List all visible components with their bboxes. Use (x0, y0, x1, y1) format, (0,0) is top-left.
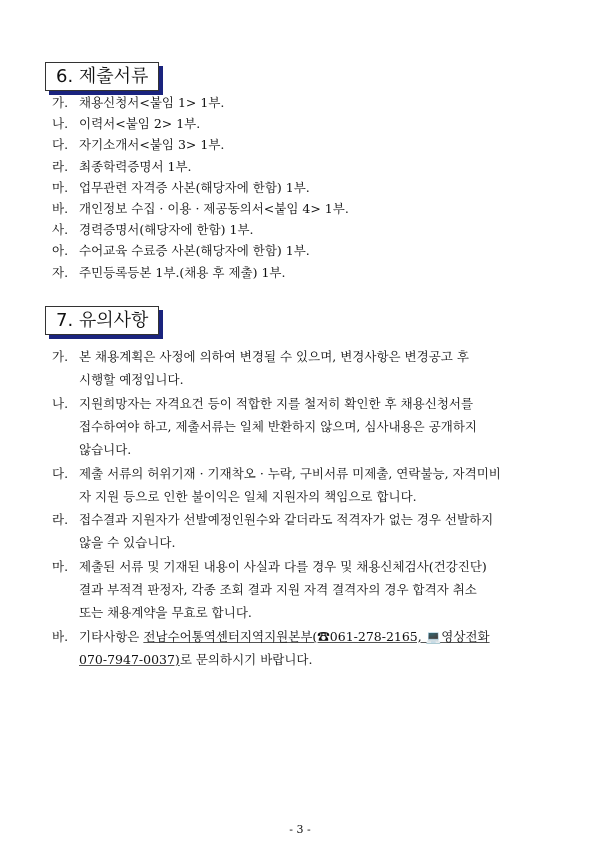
item-prefix: 나. (52, 116, 69, 132)
item-prefix: 나. (52, 395, 69, 411)
notice-item-line (79, 372, 184, 388)
item-text: 시행할 예정입니다. (79, 372, 184, 388)
notice-item-line (52, 559, 487, 575)
item-text: 결과 부적격 판정자, 각종 조회 결과 지원 자격 결격자의 경우 합격자 취소 (79, 582, 477, 597)
item-prefix: 바. (52, 629, 69, 644)
item-text: 자기소개서<붙임 3> 1부. (79, 137, 225, 153)
item-text: 않습니다. (79, 442, 132, 458)
item-prefix: 라. (52, 158, 69, 174)
document-item (52, 159, 192, 175)
document-item (52, 95, 224, 111)
item-prefix: 다. (52, 465, 69, 481)
item-prefix: 가. (52, 95, 69, 110)
item-text: 본 채용계획은 사정에 의하여 변경될 수 있으며, 변경사항은 변경공고 후 (79, 349, 469, 364)
document-item (52, 137, 224, 153)
section-7-heading: 7. 유의사항 (45, 306, 159, 335)
item-text: 자 지원 등으로 인한 불이익은 일체 지원자의 책임으로 합니다. (79, 488, 417, 504)
notice-item-line (52, 396, 473, 412)
notice-item-contact (52, 629, 490, 645)
contact-lead: 기타사항은 (79, 629, 144, 644)
contact-phone: 070-7947-0037) (79, 652, 180, 667)
item-prefix: 아. (52, 243, 69, 259)
notice-item-line (79, 605, 252, 621)
item-prefix: 가. (52, 349, 69, 364)
document-item (52, 265, 285, 281)
notice-item-line (52, 349, 469, 365)
item-text: 경력증명서(해당자에 한함) 1부. (79, 222, 254, 238)
item-prefix: 마. (52, 558, 69, 574)
document-item (52, 243, 310, 259)
item-prefix: 마. (52, 179, 69, 195)
notice-item-line (79, 535, 175, 551)
document-item (52, 201, 349, 217)
item-prefix: 라. (52, 512, 69, 528)
item-text: 제출 서류의 허위기재 · 기재착오 · 누락, 구비서류 미제출, 연락불능, 자격미비 (79, 465, 501, 481)
notice-item-line (79, 419, 477, 435)
contact-tail: 로 문의하시기 바랍니다. (179, 652, 313, 667)
item-prefix: 바. (52, 201, 69, 216)
document-item (52, 222, 254, 238)
item-prefix: 자. (52, 264, 69, 280)
notice-item-line (79, 442, 131, 458)
page-number: - 3 - (289, 823, 311, 836)
item-text: 수어교육 수료증 사본(해당자에 한함) 1부. (79, 243, 310, 259)
notice-item-line (79, 582, 477, 598)
item-text: 않을 수 있습니다. (79, 535, 176, 551)
item-text: 개인정보 수집 · 이용 · 제공동의서<붙임 4> 1부. (79, 201, 349, 216)
item-text: 업무관련 자격증 사본(해당자에 한함) 1부. (79, 179, 310, 195)
contact-info: 전남수어통역센터지역지원본부(☎061-278-2165, 💻영상전화 (143, 629, 490, 644)
item-text: 접수결과 지원자가 선발예정인원수와 같더라도 적격자가 없는 경우 선발하지 (79, 512, 494, 528)
item-text: 이력서<붙임 2> 1부. (79, 116, 201, 132)
notice-item-contact-cont (79, 652, 312, 668)
item-text: 접수하여야 하고, 제출서류는 일체 반환하지 않으며, 심사내용은 공개하지 (79, 418, 478, 434)
item-text: 주민등록등본 1부.(채용 후 제출) 1부. (79, 264, 286, 280)
document-item (52, 116, 200, 132)
item-prefix: 다. (52, 137, 69, 153)
notice-item-line (52, 466, 501, 482)
item-text: 채용신청서<붙임 1> 1부. (79, 95, 225, 110)
item-text: 지원희망자는 자격요건 등이 적합한 지를 철저히 확인한 후 채용신청서를 (79, 395, 474, 411)
notice-item-line (79, 489, 417, 505)
section-6-heading: 6. 제출서류 (45, 62, 159, 91)
item-prefix: 사. (52, 222, 69, 238)
notice-item-line (52, 512, 493, 528)
item-text: 제출된 서류 및 기재된 내용이 사실과 다를 경우 및 채용신체검사(건강진단) (79, 558, 487, 574)
item-text: 또는 채용계약을 무효로 합니다. (79, 605, 252, 621)
item-text: 최종학력증명서 1부. (79, 158, 192, 174)
document-item (52, 180, 310, 196)
